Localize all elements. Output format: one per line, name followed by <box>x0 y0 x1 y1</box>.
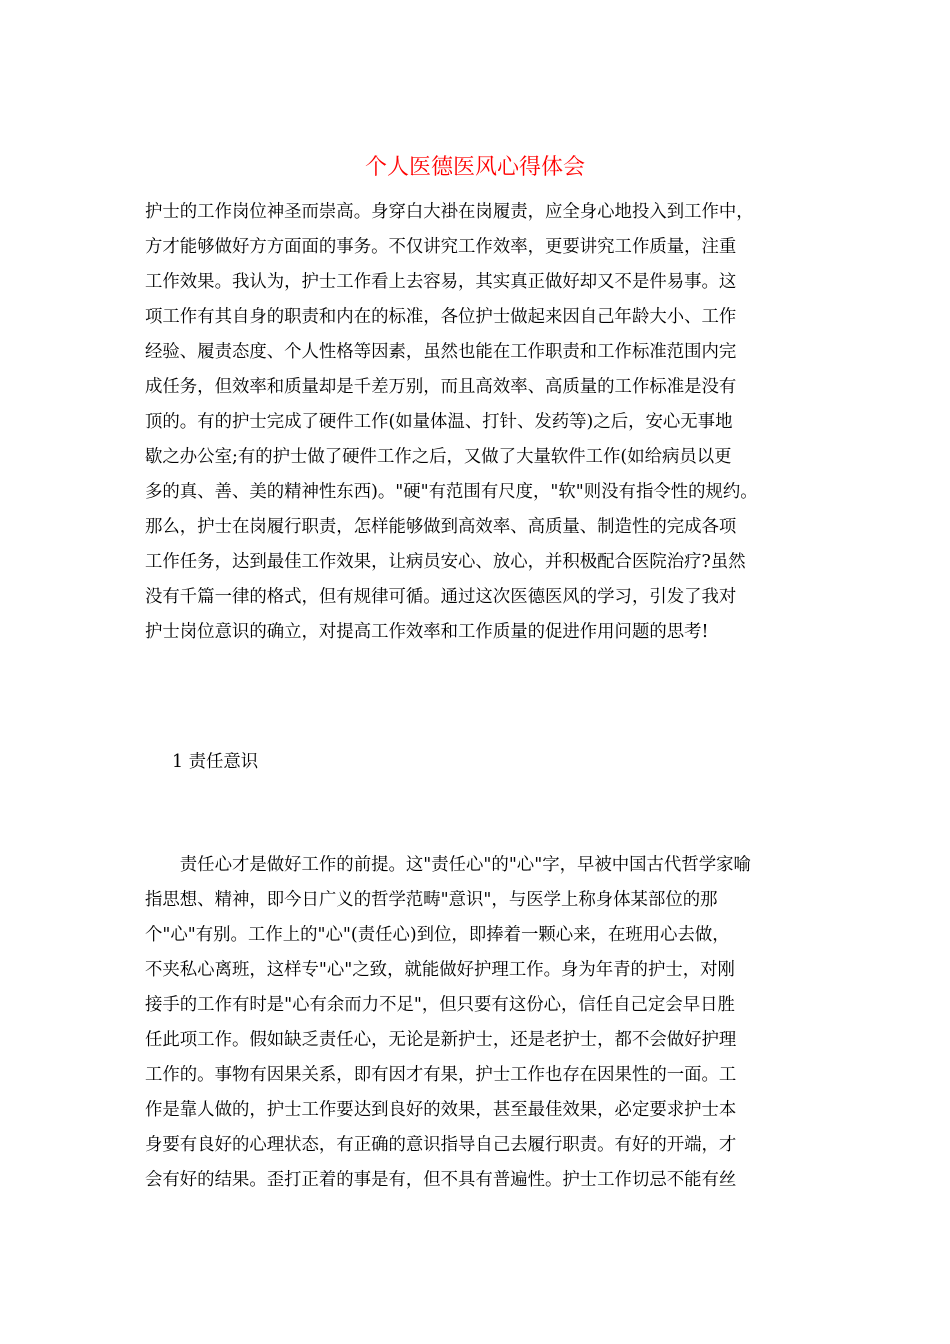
section-line: 任此项工作。假如缺乏责任心，无论是新护士，还是老护士，都不会做好护理 <box>145 1030 737 1050</box>
section-line: 会有好的结果。歪打正着的事是有，但不具有普遍性。护士工作切忌不能有丝 <box>145 1170 737 1190</box>
intro-line: 项工作有其自身的职责和内在的标准，各位护士做起来因自己年龄大小、工作 <box>145 307 737 327</box>
section-line: 不夹私心离班，这样专"心"之致，就能做好护理工作。身为年青的护士，对刚 <box>145 960 735 980</box>
section-line: 工作的。事物有因果关系，即有因才有果，护士工作也存在因果性的一面。工 <box>145 1065 737 1085</box>
intro-line: 工作任务，达到最佳工作效果，让病员安心、放心，并积极配合医院治疗?虽然 <box>145 552 746 572</box>
section-line: 身要有良好的心理状态，有正确的意识指导自己去履行职责。有好的开端，才 <box>145 1135 737 1155</box>
intro-line: 护士的工作岗位神圣而崇高。身穿白大褂在岗履责，应全身心地投入到工作中， <box>145 202 754 222</box>
section-heading: 1 责任意识 <box>172 752 259 772</box>
intro-line: 工作效果。我认为，护士工作看上去容易，其实真正做好却又不是件易事。这 <box>145 272 737 292</box>
section-line: 个"心"有别。工作上的"心"(责任心)到位，即捧着一颗心来，在班用心去做， <box>145 925 730 945</box>
intro-line: 方才能够做好方方面面的事务。不仅讲究工作效率，更要讲究工作质量，注重 <box>145 237 737 257</box>
intro-line: 那么，护士在岗履行职责，怎样能够做到高效率、高质量、制造性的完成各项 <box>145 517 737 537</box>
section-line: 接手的工作有时是"心有余而力不足"，但只要有这份心，信任自己定会早日胜 <box>145 995 735 1015</box>
intro-line: 经验、履责态度、个人性格等因素，虽然也能在工作职责和工作标准范围内完 <box>145 342 737 362</box>
document-title: 个人医德医风心得体会 <box>364 155 585 180</box>
intro-line: 歇之办公室;有的护士做了硬件工作之后，又做了大量软件工作(如给病员以更 <box>145 447 732 467</box>
section-line: 责任心才是做好工作的前提。这"责任心"的"心"字，早被中国古代哲学家喻 <box>145 855 751 875</box>
intro-line: 护士岗位意识的确立，对提高工作效率和工作质量的促进作用问题的思考! <box>145 622 709 642</box>
intro-line: 多的真、善、美的精神性东西)。"硬"有范围有尺度，"软"则没有指令性的规约。 <box>145 482 758 502</box>
intro-line: 成任务，但效率和质量却是千差万别，而且高效率、高质量的工作标准是没有 <box>145 377 737 397</box>
section-line: 作是靠人做的，护士工作要达到良好的效果，甚至最佳效果，必定要求护士本 <box>145 1100 737 1120</box>
section-line: 指思想、精神，即今日广义的哲学范畴"意识"，与医学上称身体某部位的那 <box>145 890 718 910</box>
intro-line: 没有千篇一律的格式，但有规律可循。通过这次医德医风的学习，引发了我对 <box>145 587 737 607</box>
intro-line: 顶的。有的护士完成了硬件工作(如量体温、打针、发药等)之后，安心无事地 <box>145 412 733 432</box>
